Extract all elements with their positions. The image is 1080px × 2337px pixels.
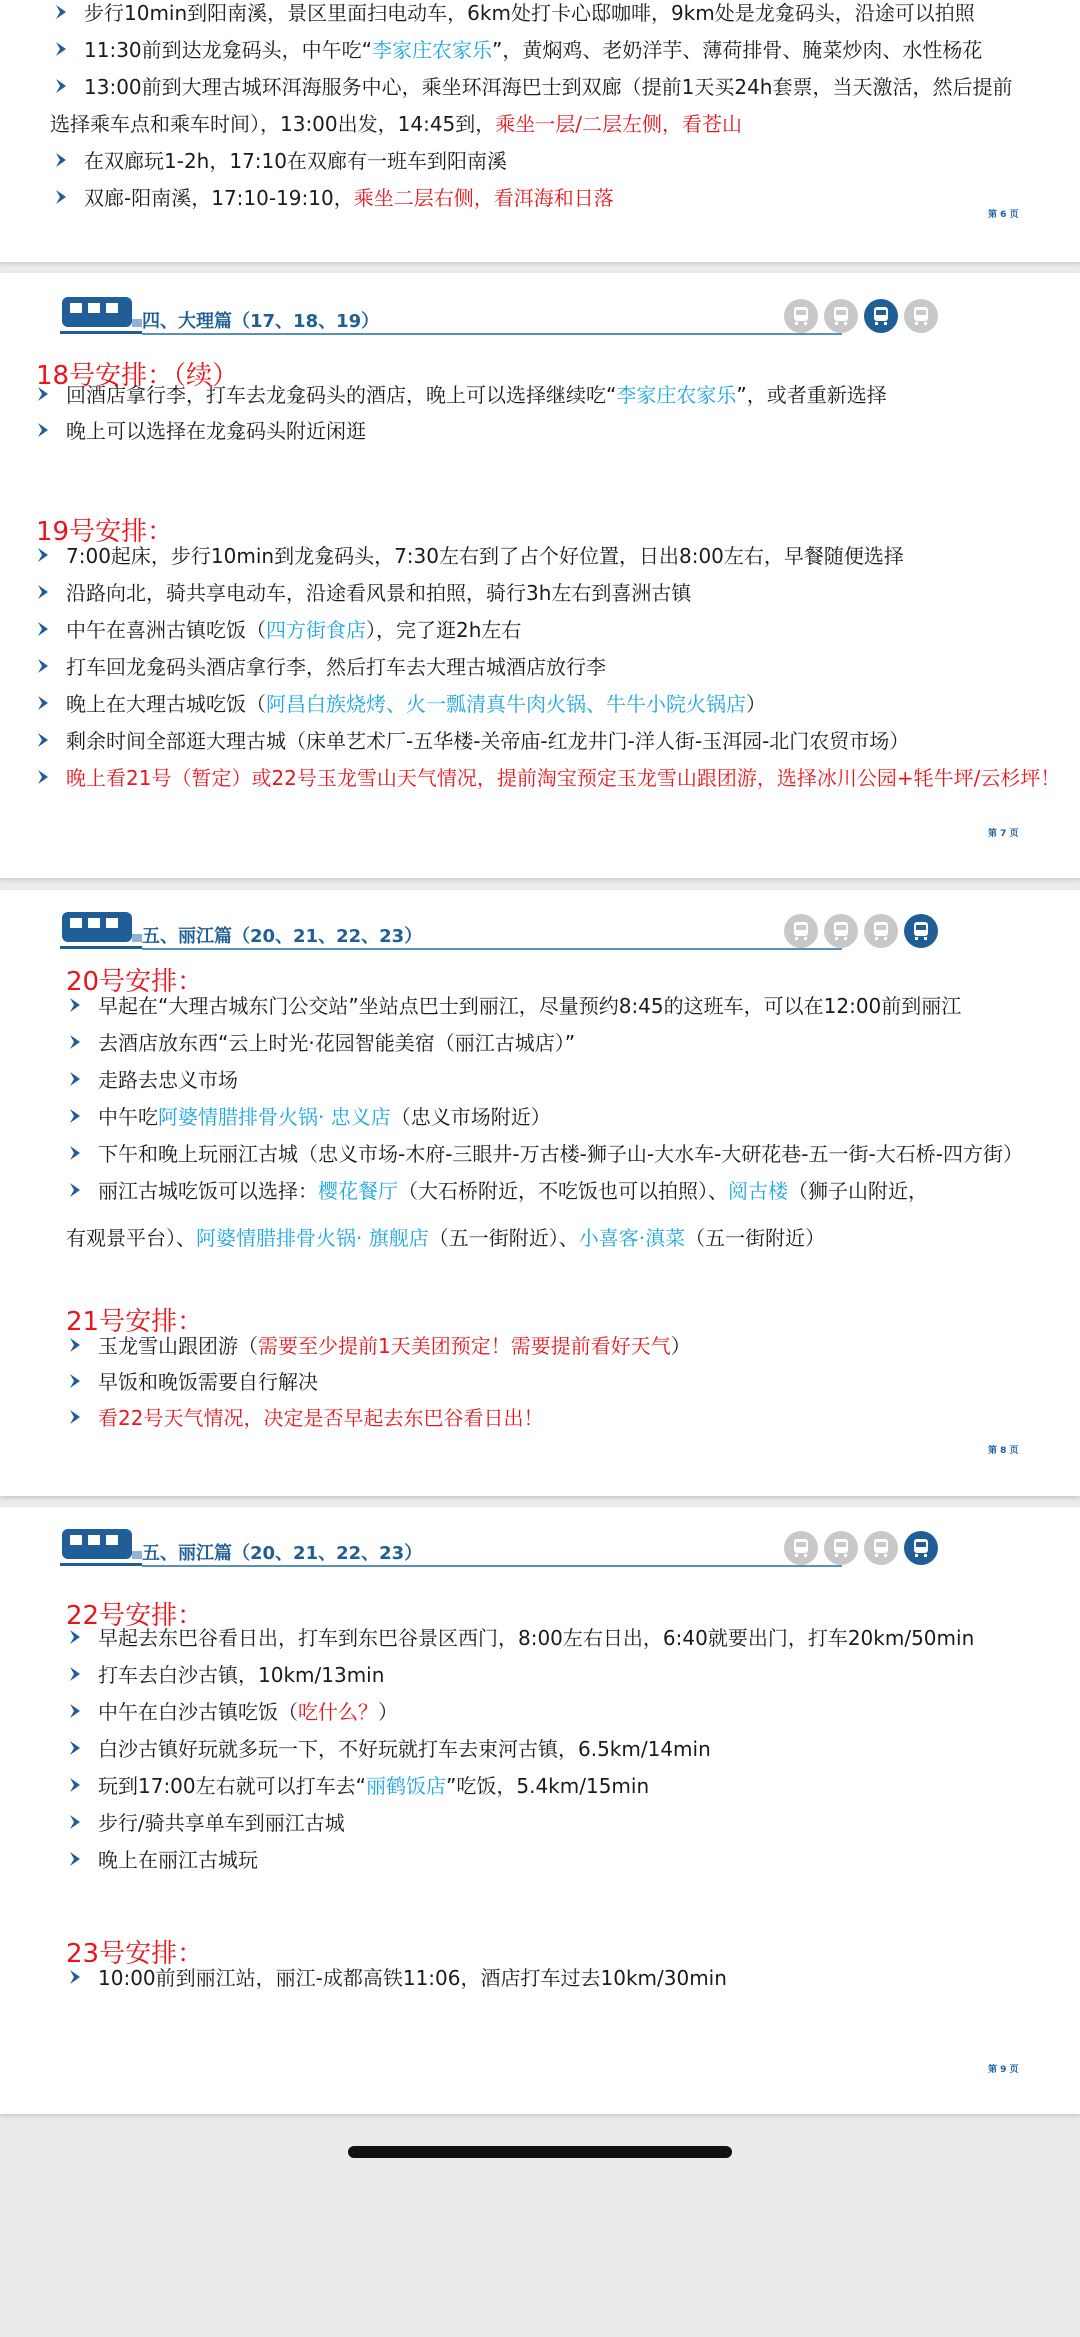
bullet-text: 11:30前到达龙龛码头，中午吃“ bbox=[84, 38, 372, 62]
train-icon bbox=[904, 1531, 938, 1565]
day20-continuation bbox=[66, 1224, 825, 1252]
arrow-bullet-icon bbox=[66, 1106, 88, 1126]
bullet-text: ”，黄焖鸡、老奶洋芋、薄荷排骨、腌菜炒肉、水性杨花 bbox=[492, 38, 983, 62]
page-number: 第 6 页 bbox=[988, 210, 1019, 220]
slide-9 bbox=[0, 1507, 1080, 2114]
bullet-item bbox=[50, 110, 742, 138]
progress-icons bbox=[784, 299, 938, 333]
bullet-text: ） bbox=[670, 1334, 691, 1358]
bullet-text: 双廊-阳南溪，17:10-19:10， bbox=[84, 186, 354, 210]
arrow-bullet-icon bbox=[34, 730, 56, 750]
bullet-text: 回酒店拿行李，打车去龙龛码头的酒店，晚上可以选择继续吃“ bbox=[66, 383, 617, 407]
arrow-bullet-icon bbox=[66, 1701, 88, 1721]
bullet-item bbox=[66, 1177, 928, 1205]
arrow-bullet-icon bbox=[66, 1967, 88, 1987]
slide-7 bbox=[0, 273, 1080, 878]
bullet-item bbox=[34, 417, 366, 445]
bullet-text: 步行10min到阳南溪，景区里面扫电动车，6km处打卡心邸咖啡，9km处是龙龛码头，沿途可以拍照 bbox=[84, 1, 975, 25]
bullet-text: 在双廊玩1-2h，17:10在双廊有一班车到阳南溪 bbox=[84, 149, 507, 173]
bullet-item bbox=[66, 1066, 238, 1094]
bullet-item bbox=[34, 690, 766, 718]
bullet-text: 步行/骑共享单车到丽江古城 bbox=[98, 1811, 345, 1835]
progress-icons bbox=[784, 914, 938, 948]
highlight-link-text: 小喜客·滇菜 bbox=[578, 1226, 686, 1250]
section-title: 四、大理篇（17、18、19） bbox=[142, 311, 380, 332]
bullet-text: ”吃饭，5.4km/15min bbox=[446, 1774, 650, 1798]
day-23-title: 23号安排： bbox=[66, 1939, 204, 1969]
section-title: 五、丽江篇（20、21、22、23） bbox=[142, 926, 423, 947]
bullet-item bbox=[52, 36, 982, 64]
arrow-bullet-icon bbox=[66, 1143, 88, 1163]
bullet-text: 白沙古镇好玩就多玩一下，不好玩就打车去束河古镇，6.5km/14min bbox=[98, 1737, 711, 1761]
page-number: 第 8 页 bbox=[988, 1446, 1019, 1456]
bullet-text: 沿路向北，骑共享电动车，沿途看风景和拍照，骑行3h左右到喜洲古镇 bbox=[66, 581, 692, 605]
bullet-item bbox=[52, 147, 507, 175]
day-20-title: 20号安排： bbox=[66, 967, 204, 997]
slide-6 bbox=[0, 0, 1080, 262]
bullet-text: ），完了逛2h左右 bbox=[366, 618, 522, 642]
arrow-bullet-icon bbox=[66, 1032, 88, 1052]
section-divider bbox=[142, 948, 842, 950]
train-icon bbox=[864, 299, 898, 333]
bullet-text: （狮子山附近， bbox=[788, 1179, 928, 1203]
arrow-bullet-icon bbox=[34, 656, 56, 676]
arrow-bullet-icon bbox=[34, 767, 56, 787]
bullet-item bbox=[66, 992, 961, 1020]
bullet-item bbox=[66, 1698, 398, 1726]
bullet-text: 打车回龙龛码头酒店拿行李，然后打车去大理古城酒店放行李 bbox=[66, 655, 606, 679]
bullet-text: 走路去忠义市场 bbox=[98, 1068, 238, 1092]
arrow-bullet-icon bbox=[66, 1812, 88, 1832]
bullet-text: （大石桥附近，不吃饭也可以拍照）、 bbox=[398, 1179, 728, 1203]
day-19-title: 19号安排： bbox=[36, 517, 174, 547]
arrow-bullet-icon bbox=[52, 39, 74, 59]
arrow-bullet-icon bbox=[66, 1738, 88, 1758]
section-divider bbox=[142, 1565, 842, 1567]
arrow-bullet-icon bbox=[52, 2, 74, 22]
bullet-text: ） bbox=[378, 1700, 398, 1724]
bullet-item bbox=[34, 542, 904, 570]
bullet-text: 去酒店放东西“云上时光·花园智能美宿（丽江古城店）” bbox=[98, 1031, 576, 1055]
bullet-item bbox=[66, 1103, 551, 1131]
bullet-item bbox=[66, 1661, 384, 1689]
bullet-item bbox=[66, 1772, 649, 1800]
highlight-link-text: 李家庄农家乐 bbox=[616, 383, 737, 407]
bullet-text: 中午在喜洲古镇吃饭（ bbox=[66, 618, 266, 642]
bullet-item bbox=[66, 1368, 318, 1396]
highlight-link-text: 丽鹤饭店 bbox=[366, 1774, 446, 1798]
bullet-text: （五一街附近） bbox=[685, 1226, 826, 1250]
train-icon bbox=[60, 293, 142, 337]
arrow-bullet-icon bbox=[34, 420, 56, 440]
section-header bbox=[60, 1521, 1060, 1581]
highlight-link-text: 阿婆情腊排骨火锅· 旗舰店 bbox=[196, 1226, 429, 1250]
train-icon bbox=[824, 1531, 858, 1565]
page-number: 第 9 页 bbox=[988, 2065, 1019, 2075]
bullet-item bbox=[66, 1964, 727, 1992]
home-indicator[interactable] bbox=[348, 2146, 732, 2158]
bullet-text: 下午和晚上玩丽江古城（忠义市场-木府-三眼井-万古楼-狮子山-大水车-大研花巷-五一街-大石桥-四方街） bbox=[98, 1142, 1023, 1166]
bullet-item bbox=[52, 184, 614, 212]
arrow-bullet-icon bbox=[66, 1069, 88, 1089]
bullet-item bbox=[66, 1029, 575, 1057]
section-divider bbox=[142, 333, 842, 335]
bullet-text: 晚上可以选择在龙龛码头附近闲逛 bbox=[66, 419, 366, 443]
highlight-warning-text: 乘坐一层/二层左侧，看苍山 bbox=[495, 112, 743, 136]
bullet-text: 早饭和晚饭需要自行解决 bbox=[98, 1370, 318, 1394]
arrow-bullet-icon bbox=[66, 1180, 88, 1200]
highlight-link-text: 阿婆情腊排骨火锅· 忠义店 bbox=[158, 1105, 391, 1129]
train-icon bbox=[904, 914, 938, 948]
highlight-warning-text: 看22号天气情况，决定是否早起去东巴谷看日出！ bbox=[98, 1406, 544, 1430]
bullet-item bbox=[66, 1140, 1023, 1168]
bullet-item bbox=[34, 381, 887, 409]
bullet-text: 打车去白沙古镇，10km/13min bbox=[98, 1663, 385, 1687]
bullet-text: 剩余时间全部逛大理古城（床单艺术厂-五华楼-关帝庙-红龙井门-洋人街-玉洱园-北门农贸市场） bbox=[66, 729, 910, 753]
bullet-item bbox=[66, 1404, 543, 1432]
train-icon bbox=[824, 914, 858, 948]
train-icon bbox=[824, 299, 858, 333]
bullet-text: 10:00前到丽江站，丽江-成都高铁11:06，酒店打车过去10km/30min bbox=[98, 1966, 727, 1990]
train-icon bbox=[784, 1531, 818, 1565]
bullet-item bbox=[34, 764, 1060, 792]
arrow-bullet-icon bbox=[34, 545, 56, 565]
arrow-bullet-icon bbox=[66, 1335, 88, 1355]
bullet-text: ） bbox=[746, 692, 766, 716]
arrow-bullet-icon bbox=[34, 619, 56, 639]
section-title: 五、丽江篇（20、21、22、23） bbox=[142, 1543, 423, 1564]
highlight-link-text: 樱花餐厅 bbox=[318, 1179, 398, 1203]
arrow-bullet-icon bbox=[66, 1627, 88, 1647]
arrow-bullet-icon bbox=[52, 187, 74, 207]
bullet-item bbox=[66, 1735, 711, 1763]
bullet-text: 晚上在大理古城吃饭（ bbox=[66, 692, 266, 716]
bullet-item bbox=[34, 653, 606, 681]
train-icon bbox=[864, 914, 898, 948]
arrow-bullet-icon bbox=[34, 582, 56, 602]
train-icon bbox=[864, 1531, 898, 1565]
bullet-text: 选择乘车点和乘车时间），13:00出发，14:45到， bbox=[50, 112, 496, 136]
highlight-link-text: 四方街食店 bbox=[266, 618, 366, 642]
highlight-warning-text: 晚上看21号（暂定）或22号玉龙雪山天气情况，提前淘宝预定玉龙雪山跟团游，选择冰川公园+牦牛坪/云杉坪！ bbox=[66, 766, 1061, 790]
arrow-bullet-icon bbox=[66, 995, 88, 1015]
bullet-text: 中午吃 bbox=[98, 1105, 158, 1129]
arrow-bullet-icon bbox=[66, 1664, 88, 1684]
page-number: 第 7 页 bbox=[988, 829, 1019, 839]
bullet-text: 玩到17:00左右就可以打车去“ bbox=[98, 1774, 366, 1798]
arrow-bullet-icon bbox=[66, 1775, 88, 1795]
train-icon bbox=[904, 299, 938, 333]
bullet-text: 晚上在丽江古城玩 bbox=[98, 1848, 258, 1872]
train-icon bbox=[60, 908, 142, 952]
highlight-warning-text: 需要至少提前1天美团预定！需要提前看好天气 bbox=[258, 1334, 671, 1358]
bullet-text: （五一街附近）、 bbox=[428, 1226, 579, 1250]
arrow-bullet-icon bbox=[34, 384, 56, 404]
train-icon bbox=[784, 299, 818, 333]
bullet-text: 丽江古城吃饭可以选择： bbox=[98, 1179, 318, 1203]
bullet-text: 早起去东巴谷看日出，打车到东巴谷景区西门，8:00左右日出，6:40就要出门，打车20km/50min bbox=[98, 1626, 975, 1650]
arrow-bullet-icon bbox=[66, 1407, 88, 1427]
bullet-text: 有观景平台）、 bbox=[66, 1226, 196, 1250]
arrow-bullet-icon bbox=[52, 150, 74, 170]
bullet-text: 早起在“大理古城东门公交站”坐站点巴士到丽江，尽量预约8:45的这班车，可以在12:00前到丽江 bbox=[98, 994, 962, 1018]
bullet-item bbox=[34, 727, 909, 755]
bullet-text: 中午在白沙古镇吃饭（ bbox=[98, 1700, 298, 1724]
arrow-bullet-icon bbox=[52, 76, 74, 96]
bullet-item bbox=[34, 579, 691, 607]
arrow-bullet-icon bbox=[66, 1849, 88, 1869]
bullet-item bbox=[66, 1846, 258, 1874]
train-icon bbox=[60, 1525, 142, 1569]
day-21-title: 21号安排： bbox=[66, 1307, 204, 1337]
train-icon bbox=[784, 914, 818, 948]
bullet-item bbox=[66, 1809, 345, 1837]
day-18-title: 18号安排：（续） bbox=[36, 361, 239, 391]
highlight-link-text: 阿昌白族烧烤、火一瓢清真牛肉火锅、牛牛小院火锅店 bbox=[266, 692, 746, 716]
slide-8 bbox=[0, 890, 1080, 1496]
bullet-item bbox=[66, 1624, 974, 1652]
section-header bbox=[60, 289, 1060, 349]
bullet-text: 7:00起床，步行10min到龙龛码头，7:30左右到了占个好位置，日出8:00左右，早餐随便选择 bbox=[66, 544, 904, 568]
day-22-title: 22号安排： bbox=[66, 1601, 204, 1631]
highlight-link-text: 阅古楼 bbox=[728, 1179, 788, 1203]
bullet-item bbox=[52, 0, 975, 27]
highlight-warning-text: 乘坐二层右侧，看洱海和日落 bbox=[353, 186, 614, 210]
arrow-bullet-icon bbox=[34, 693, 56, 713]
bullet-item bbox=[52, 73, 1013, 101]
highlight-warning-text: 吃什么？ bbox=[298, 1700, 378, 1724]
bullet-text: 13:00前到大理古城环洱海服务中心，乘坐环洱海巴士到双廊（提前1天买24h套票，当天激活，然后提前 bbox=[84, 75, 1013, 99]
section-header bbox=[60, 904, 1060, 964]
bullet-item bbox=[66, 1332, 691, 1360]
bullet-item bbox=[34, 616, 521, 644]
progress-icons bbox=[784, 1531, 938, 1565]
arrow-bullet-icon bbox=[66, 1371, 88, 1391]
bullet-text: ”，或者重新选择 bbox=[736, 383, 887, 407]
bullet-text: 玉龙雪山跟团游（ bbox=[98, 1334, 258, 1358]
highlight-link-text: 李家庄农家乐 bbox=[372, 38, 492, 62]
bullet-text: （忠义市场附近） bbox=[390, 1105, 551, 1129]
